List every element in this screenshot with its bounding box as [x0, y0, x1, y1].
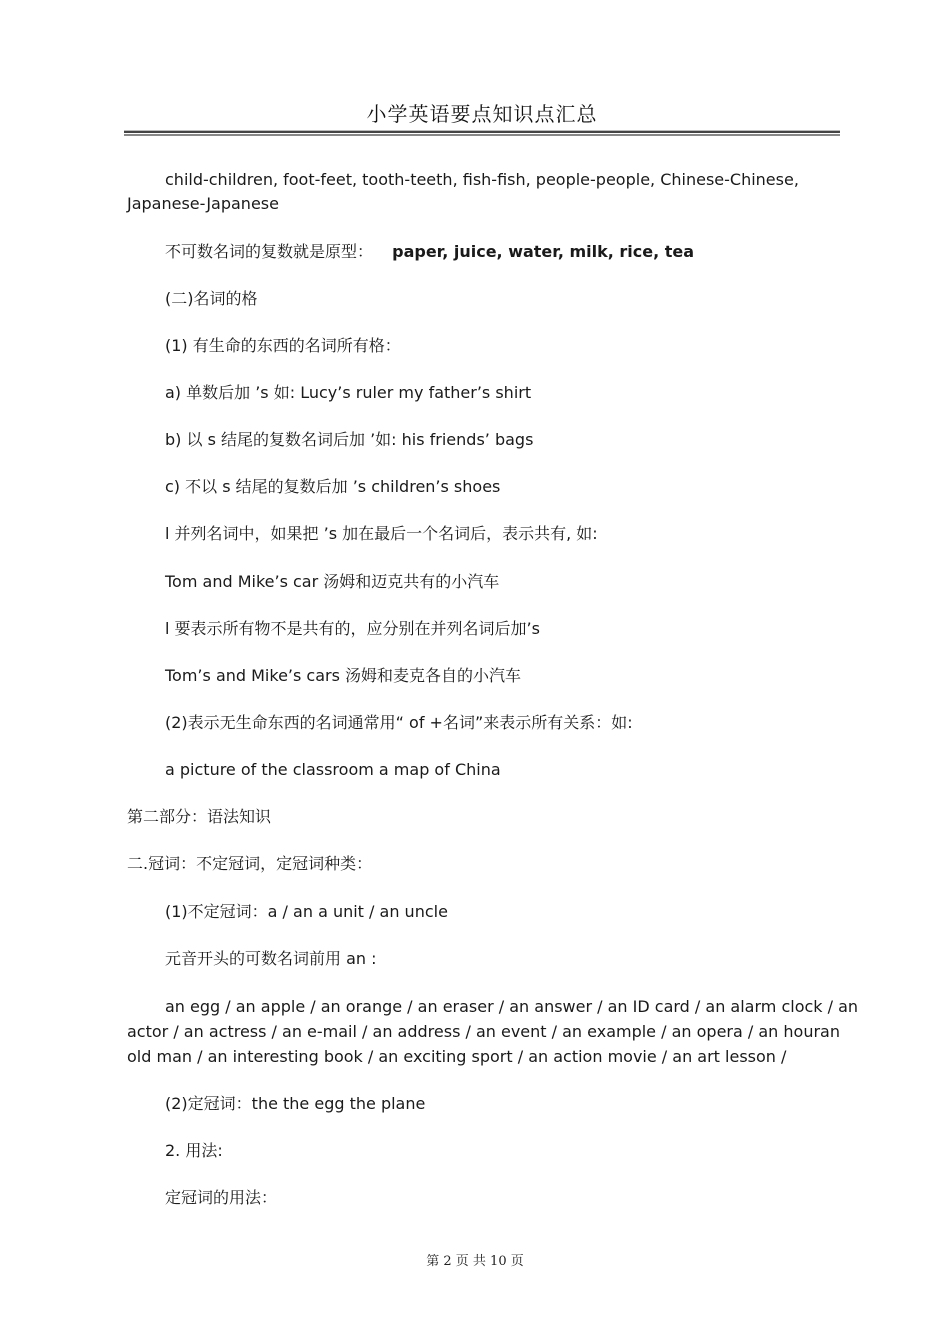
separate-possession-example: Tom’s and Mike’s cars 汤姆和麦克各自的小汽车	[165, 666, 522, 685]
usage-heading: 2. 用法:	[165, 1141, 223, 1160]
document-title: 小学英语要点知识点汇总	[366, 102, 598, 126]
part-two-heading: 第二部分：语法知识	[127, 807, 272, 826]
possessive-living-heading: (1) 有生命的东西的名词所有格：	[165, 336, 401, 355]
articles-heading: 二.冠词：不定冠词，定冠词种类：	[127, 854, 373, 873]
definite-article-line: (2)定冠词：the the egg the plane	[165, 1094, 426, 1113]
section-noun-case-heading: (二)名词的格	[165, 289, 258, 308]
uncountable-nouns-words: paper, juice, water, milk, rice, tea	[392, 242, 695, 261]
vowel-an-rule: 元音开头的可数名词前用 an :	[165, 949, 377, 968]
joint-possession-rule: l 并列名词中，如果把 ’s 加在最后一个名词后，表示共有, 如:	[165, 524, 598, 543]
plural-examples-line2: Japanese-Japanese	[127, 194, 279, 213]
definite-usage-heading: 定冠词的用法：	[165, 1188, 278, 1207]
page-header	[124, 94, 840, 138]
joint-possession-example: Tom and Mike’s car 汤姆和迈克共有的小汽车	[165, 572, 500, 591]
rule-c-plural-no-s: c) 不以 s 结尾的复数后加 ’s children’s shoes	[165, 477, 501, 496]
uncountable-nouns-lead: 不可数名词的复数就是原型：	[165, 242, 374, 261]
plural-examples-line1: child-children, foot-feet, tooth-teeth, fish-fish, people-people, Chinese-Chinese,	[165, 170, 799, 189]
an-examples-line3: old man / an interesting book / an exciting sport / an action movie / an art lesson /	[127, 1047, 787, 1066]
rule-a-singular: a) 单数后加 ’s 如: Lucy’s ruler my father’s shirt	[165, 383, 532, 402]
indefinite-article-line: (1)不定冠词：a / an a unit / an uncle	[165, 902, 448, 921]
separate-possession-rule: l 要表示所有物不是共有的，应分别在并列名词后加’s	[165, 619, 540, 638]
header-rule	[124, 130, 840, 137]
an-examples-line2: actor / an actress / an e-mail / an address / an event / an example / an opera / an houran	[127, 1022, 840, 1041]
rule-b-plural-s: b) 以 s 结尾的复数名词后加 ’如: his friends’ bags	[165, 430, 534, 449]
inanimate-possession-example: a picture of the classroom a map of China	[165, 760, 501, 779]
inanimate-possession-rule: (2)表示无生命东西的名词通常用“ of +名词”来表示所有关系：如:	[165, 713, 633, 732]
uncountable-nouns-paragraph	[165, 240, 694, 264]
page-number-footer: 第 2 页 共 10 页	[426, 1254, 524, 1269]
an-examples-line1: an egg / an apple / an orange / an eraser / an answer / an ID card / an alarm clock / an	[165, 997, 859, 1016]
